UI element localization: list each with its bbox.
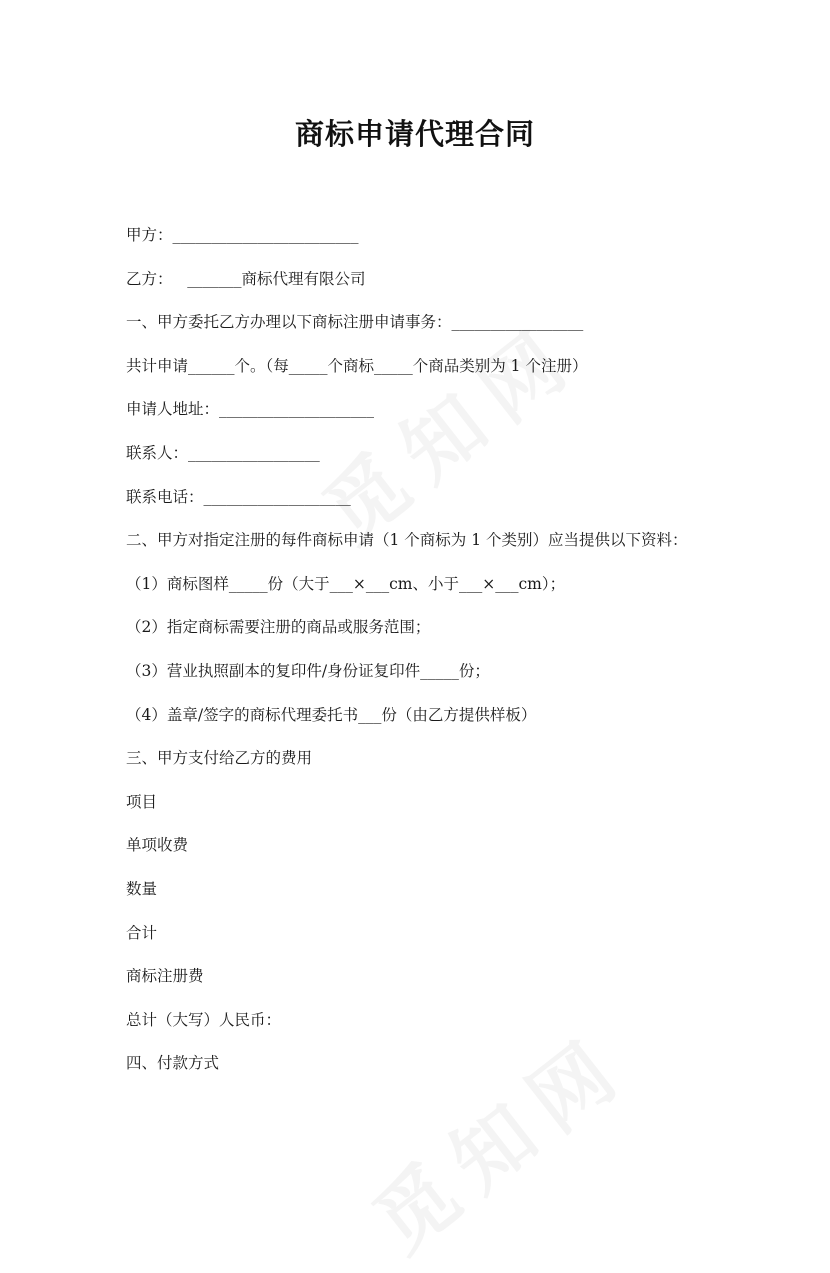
party-b-line: 乙方： _______商标代理有限公司 [126,269,366,288]
requirement-item-4: （4）盖章/签字的商标代理委托书___份（由乙方提供样板） [126,705,537,724]
section-3-heading: 三、甲方支付给乙方的费用 [126,749,313,768]
fee-label-total: 合计 [126,923,158,942]
applicant-address-line: 申请人地址：____________________ [126,400,375,419]
requirement-item-1: （1）商标图样_____份（大于___×___cm、小于___×___cm）； [126,574,566,593]
fee-label-item: 项目 [126,792,158,811]
fee-label-unit-charge: 单项收费 [126,836,189,855]
application-count-line: 共计申请______个。（每_____个商标_____个商品类别为 1 个注册） [126,356,588,375]
fee-label-quantity: 数量 [126,879,158,898]
contact-person-line: 联系人：_________________ [126,443,320,462]
contact-phone-line: 联系电话：___________________ [126,487,351,506]
section-2-heading: 二、甲方对指定注册的每件商标申请（1 个商标为 1 个类别）应当提供以下资料： [126,531,688,550]
party-a-line: 甲方：________________________ [126,226,359,244]
requirement-item-3: （3）营业执照副本的复印件/身份证复印件_____份； [126,661,490,680]
section-1-heading: 一、甲方委托乙方办理以下商标注册申请事务：_________________ [126,313,584,332]
section-4-heading: 四、付款方式 [126,1054,220,1073]
grand-total-line: 总计（大写）人民币： [126,1010,282,1029]
fee-label-registration: 商标注册费 [126,967,204,986]
document-title: 商标申请代理合同 [294,117,535,151]
requirement-item-2: （2）指定商标需要注册的商品或服务范围； [126,618,431,637]
document-body [126,222,746,1094]
